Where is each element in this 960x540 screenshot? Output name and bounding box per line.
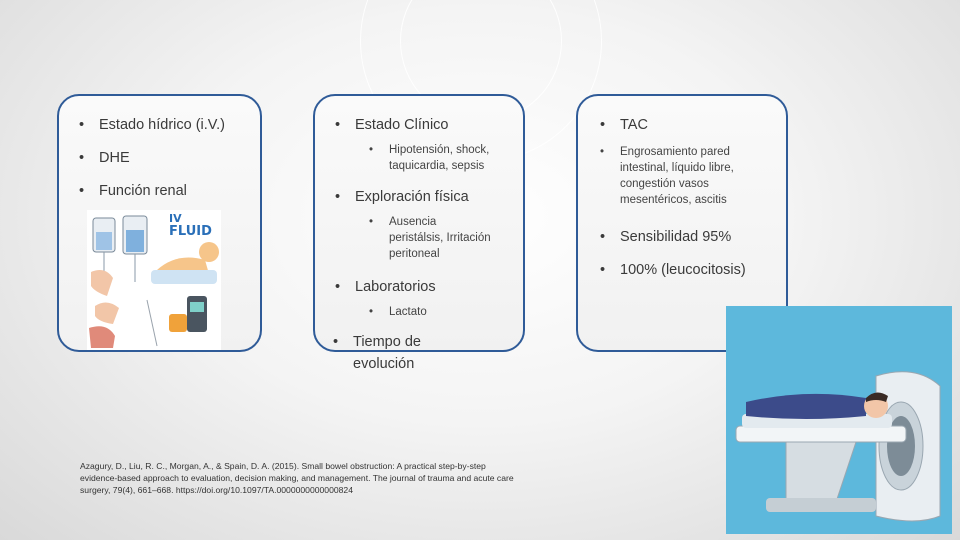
sub-bullet-exploracion: • Ausencia peristálsis, Irritación peritoneal — [363, 214, 549, 262]
sub-bullet-estado-clinico: • Hipotensión, shock, taquicardia, sepsis — [363, 142, 549, 174]
bullet-sensibilidad: • Sensibilidad 95% — [600, 228, 785, 246]
bullet-tiempo-evolucion: • Tiempo de evolución — [333, 334, 421, 372]
iv-fluid-logo: IV FLUID — [169, 212, 212, 239]
card-fluid-status — [57, 94, 262, 352]
bullet-funcion-renal: • Función renal — [79, 182, 259, 200]
bullet-tac: • TAC — [600, 116, 785, 134]
bullet-dhe: • DHE — [79, 149, 259, 167]
sub-bullet-tac: • Engrosamiento pared intestinal, líquido libre, congestión vasos mesentéricos, ascitis — [594, 144, 810, 208]
bullet-leucocitosis: • 100% (leucocitosis) — [600, 261, 785, 279]
ct-scanner-illustration — [726, 306, 952, 534]
bullet-estado-clinico: • Estado Clínico — [335, 116, 525, 134]
citation: Azagury, D., Liu, R. C., Morgan, A., & Spain, D. A. (2015). Small bowel obstruction: A practical step-by-step evidence-based approach to evaluation, decision making, and management. The journal of trauma and acute care surgery, 79(4), 661–668. https://doi.org/10.1097/TA.0000000000000824 — [80, 461, 514, 495]
bullet-estado-hidrico: • Estado hídrico (i.V.) — [79, 116, 259, 134]
iv-fluid-illustration — [87, 210, 221, 350]
card-clinical — [313, 94, 525, 352]
bullet-laboratorios: • Laboratorios — [335, 278, 525, 296]
sub-bullet-lactato: • Lactato — [363, 304, 549, 320]
bullet-exploracion-fisica: • Exploración física — [335, 188, 525, 206]
